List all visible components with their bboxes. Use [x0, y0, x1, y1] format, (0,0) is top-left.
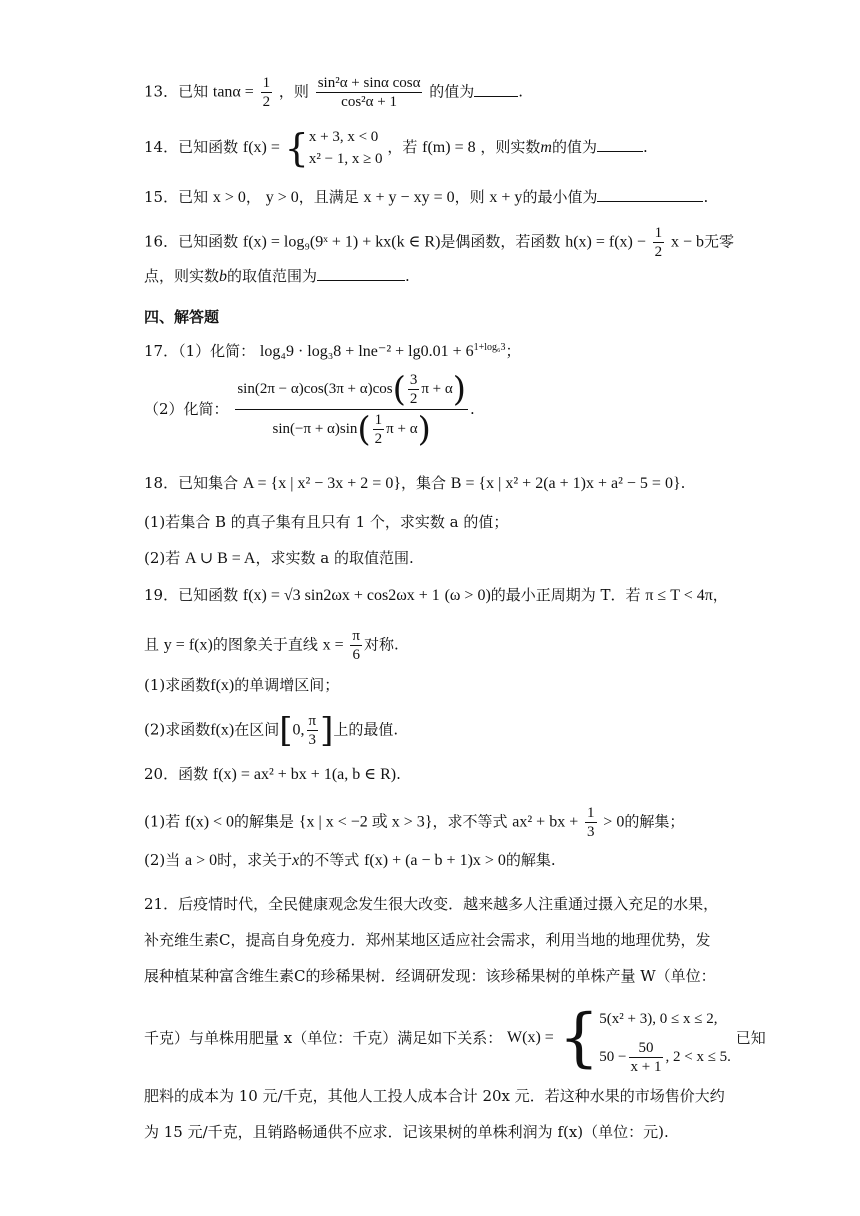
question-16: 16．已知函数 f(x) = log₉(9ˣ + 1) + kx(k ∈ R)是偶函数，若函数 h(x) = f(x) − $\frac{1}{2}$ x − b无零: [144, 225, 734, 260]
question-21-line3: 展种植某种富含维生素C的珍稀果树．经调研发现：该珍稀果树的单株产量 W（单位：: [144, 967, 716, 985]
question-17-part2: （2）化简： sin(2π − α)cos(3π + α)cos( $\frac{3}{2}$ π + α) sin(−π + α)sin( $\frac{1}{2}$ π + α) .: [144, 369, 475, 450]
question-19: 19．已知函数 f(x) = √3 sin2ωx + cos2ωx + 1 (ω > 0)的最小正周期为 T．若 π ≤ T < 4π，: [144, 586, 728, 604]
w-piecewise: 5(x² + 3), 0 ≤ x ≤ 2, 50 − $\frac{50}{x + 1}$ , 2 < x ≤ 5.: [599, 1011, 731, 1076]
question-21-line2: 补充维生素C，提高自身免疫力．郑州某地区适应社会需求，利用当地的地理优势，发: [144, 931, 711, 949]
left-brace: {: [284, 126, 309, 170]
question-21-line4: 千克）与单株用肥量 x（单位：千克）满足如下关系： W(x) = { 5(x² + 3), 0 ≤ x ≤ 2, 50 − $\frac{50}{x + 1}$ , 2 < x ≤ 5. 已知: [144, 1001, 766, 1076]
question-19-sub2: (2)求函数f(x)在区间[0, $\frac{\pi}{3}$ ]上的最值.: [144, 710, 399, 751]
q13-prefix: 13．已知: [144, 82, 209, 101]
q14-cases: x + 3, x < 0 x² − 1, x ≥ 0: [308, 129, 383, 167]
question-16-line2: 点，则实数b的取值范围为 .: [144, 267, 410, 285]
section-title: 四、解答题: [144, 308, 220, 326]
question-17-part1: 17．（1）化简： $\log_49 \cdot \log_38 + \ln e^{-2} + \lg 0.01 + 6^{1+log_63}$；: [144, 342, 521, 360]
question-18-sub2: (2)若 A ∪ B = A，求实数 a 的取值范围.: [144, 549, 414, 567]
question-18: 18．已知集合 A = {x | x² − 3x + 2 = 0}，集合 B = {x | x² + 2(a + 1)x + a² − 5 = 0}.: [144, 474, 686, 492]
question-21-line6: 为 15 元/千克，且销路畅通供不应求．记该果树的单株利润为 f(x)（单位：元).: [144, 1123, 669, 1141]
q14-function: f(x) =: [242, 139, 280, 156]
question-19-sub1: (1)求函数f(x)的单调增区间；: [144, 676, 340, 694]
question-13: 13．已知 tanα = $\frac{1}{2}$ ，则 $\frac{\text{sin²α + sinα cosα}}{\text{cos²α + 1}}$ 的值为 .: [144, 75, 524, 110]
question-20: 20．函数 f(x) = ax² + bx + 1(a, b ∈ R).: [144, 765, 401, 783]
question-15: 15．已知 x > 0， y > 0，且满足 x + y − xy = 0，则 x + y的最小值为 .: [144, 188, 709, 206]
answer-blank[interactable]: [474, 82, 518, 97]
question-21-line1: 21．后疫情时代，全民健康观念发生很大改变．越来越多人注重通过摄入充足的水果，: [144, 895, 719, 913]
question-14: 14．已知函数 f(x) = { x + 3, x < 0 x² − 1, x ≥ 0 ，若 f(m) = 8 ，则实数m的值为 .: [144, 126, 648, 170]
left-brace: {: [558, 1001, 600, 1076]
question-20-sub1: (1)若 f(x) < 0的解集是 {x | x < −2 或 x > 3}，求不等式 ax² + bx + $\frac{1}{3}$ > 0的解集；: [144, 805, 685, 840]
question-19-line2: 且 y = f(x)的图象关于直线 x = $\frac{\pi}{6}$ 对称.: [144, 628, 399, 663]
question-18-sub1: (1)若集合 B 的真子集有且只有 1 个，求实数 a 的值；: [144, 513, 509, 531]
answer-blank[interactable]: [597, 137, 643, 152]
q13-half-fraction: $\frac{1}{2}$: [262, 75, 271, 110]
q17-big-fraction: sin(2π − α)cos(3π + α)cos( $\frac{3}{2}$ π + α) sin(−π + α)sin( $\frac{1}{2}$ π + α): [237, 369, 467, 450]
q13-condition: tanα =: [212, 83, 254, 101]
question-20-sub2: (2)当 a > 0时，求关于x的不等式 f(x) + (a − b + 1)x > 0的解集.: [144, 851, 556, 869]
answer-blank[interactable]: [317, 266, 405, 281]
question-21-line5: 肥料的成本为 10 元/千克，其他人工投人成本合计 20x 元．若这种水果的市场售价大约: [144, 1087, 725, 1105]
q13-expression: $\frac{\text{sin²α + sinα cosα}}{\text{cos²α + 1}}$: [317, 75, 421, 110]
answer-blank[interactable]: [597, 187, 703, 202]
